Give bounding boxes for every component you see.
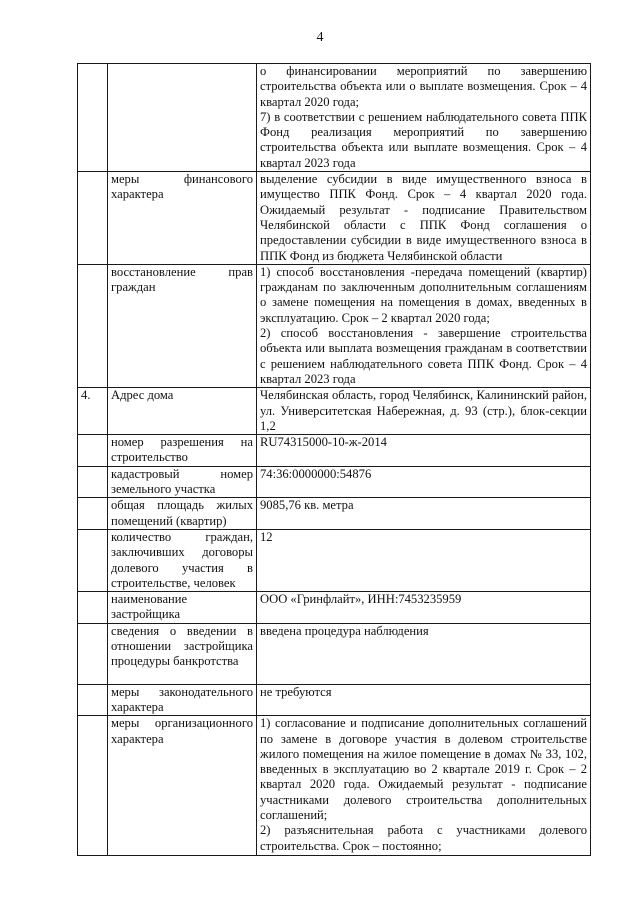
content-paragraph: 74:36:0000000:54876	[260, 466, 372, 481]
row-number-cell	[78, 64, 108, 172]
row-content-cell	[257, 64, 591, 172]
table-row	[78, 716, 591, 856]
content-paragraph: 7) в соответствии с решением наблюдательного совета ППК Фонд реализация мероприятий по завершению строительства объекта или выплате возмещения. Срок – 4 квартал 2023 года	[260, 109, 587, 170]
row-content-cell	[257, 435, 591, 467]
row-number-cell	[78, 172, 108, 265]
content-paragraph: 1) способ восстановления -передача помещений (квартир) гражданам по заключенным дополнительным соглашениям о замене помещения на помещения в домах, введенных в эксплуатацию. Срок – 2 квартал 2020 года;	[260, 264, 587, 325]
row-label-cell: общая площадь жилых помещений (квартир)	[108, 498, 257, 530]
row-content-cell	[257, 498, 591, 530]
table-row	[78, 172, 591, 265]
row-content-cell	[257, 388, 591, 435]
row-label-cell: Адрес дома	[108, 388, 257, 435]
row-number-cell	[78, 435, 108, 467]
content-paragraph: о финансировании мероприятий по завершению строительства объекта или о выплате возмещения. Срок – 4 квартал 2020 года;	[260, 64, 587, 109]
row-content-cell	[257, 529, 591, 591]
page-number: 4	[316, 30, 324, 45]
table-row	[78, 388, 591, 435]
row-label-cell	[108, 64, 257, 172]
content-paragraph: выделение субсидии в виде имущественного взноса в имущество ППК Фонд. Срок – 4 квартал 2020 года. Ожидаемый результат - подписание Правительством Челябинской области с ППК Фонд соглашения о предоставлении субсидии в виде имущественного взноса в ППК Фонд из бюджета Челябинской области	[260, 172, 587, 263]
row-number-cell	[78, 592, 108, 624]
content-paragraph: Челябинская область, город Челябинск, Калининский район, ул. Университетская Набережная, д. 93 (стр.), блок-секции 1,2	[260, 388, 587, 433]
content-paragraph: введена процедура наблюдения	[260, 623, 429, 638]
row-label-cell: номер разрешения на строительство	[108, 435, 257, 467]
content-paragraph: RU74315000-10-ж-2014	[260, 435, 387, 450]
row-content-cell	[257, 716, 591, 856]
row-label-cell: сведения о введении в отношении застройщика процедуры банкротства	[108, 623, 257, 684]
table-body	[78, 64, 591, 856]
row-content-cell	[257, 592, 591, 624]
content-paragraph: ООО «Гринфлайт», ИНН:7453235959	[260, 592, 462, 607]
table-row	[78, 684, 591, 716]
row-label-cell: наименование застройщика	[108, 592, 257, 624]
row-content-cell	[257, 466, 591, 498]
row-content-cell	[257, 172, 591, 265]
row-content-cell	[257, 264, 591, 387]
content-paragraph: 1) согласование и подписание дополнительных соглашений по замене в договоре участия в долевом строительстве жилого помещения на жилое помещение в домах № 33, 102, введенных в эксплуатацию во 2 квартале 2019 г. Срок – 2 квартал 2020 года. Ожидаемый результат - подписание участниками долевого строительства дополнительных соглашений;	[260, 716, 587, 823]
content-paragraph: 9085,76 кв. метра	[260, 498, 354, 513]
table-row	[78, 529, 591, 591]
table-row	[78, 623, 591, 684]
content-paragraph: 2) разъяснительная работа с участниками долевого строительства. Срок – постоянно;	[260, 823, 587, 853]
row-label-cell: меры законодательного характера	[108, 684, 257, 716]
table-row	[78, 498, 591, 530]
row-number-cell	[78, 684, 108, 716]
row-label-cell: восстановление прав граждан	[108, 264, 257, 387]
row-content-cell	[257, 684, 591, 716]
content-paragraph: 2) способ восстановления - завершение строительства объекта или выплата возмещения гражданам в соответствии с решением наблюдательного совета ППК Фонд. Срок – 4 квартал 2023 года	[260, 326, 587, 386]
table-row	[78, 466, 591, 498]
content-paragraph: не требуются	[260, 684, 332, 699]
table-row	[78, 592, 591, 624]
row-number-cell: 4.	[78, 388, 108, 435]
row-label-cell: количество граждан, заключивших договоры долевого участия в строительстве, человек	[108, 529, 257, 591]
row-content-cell	[257, 623, 591, 684]
row-number-cell	[78, 466, 108, 498]
row-label-cell: меры организационного характера	[108, 716, 257, 856]
row-number-cell	[78, 716, 108, 856]
row-label-cell: кадастровый номер земельного участка	[108, 466, 257, 498]
row-number-cell	[78, 264, 108, 387]
table-row	[78, 435, 591, 467]
table-row	[78, 64, 591, 172]
table-row	[78, 264, 591, 387]
row-label-cell: меры финансового характера	[108, 172, 257, 265]
row-number-cell	[78, 498, 108, 530]
measures-table	[77, 63, 591, 856]
row-number-cell	[78, 623, 108, 684]
content-paragraph: 12	[260, 529, 273, 544]
row-number-cell	[78, 529, 108, 591]
